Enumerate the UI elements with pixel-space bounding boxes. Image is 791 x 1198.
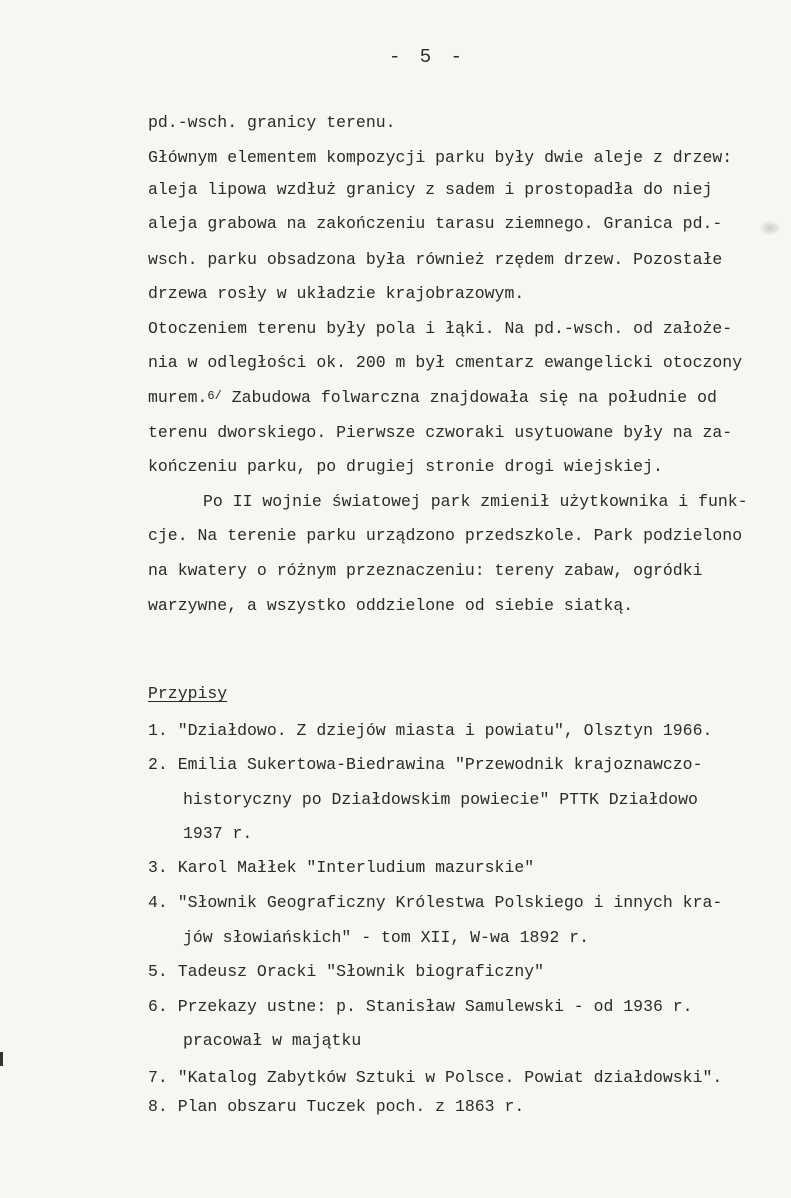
page-number: - 5 - <box>388 46 466 68</box>
body-line: cje. Na terenie parku urządzono przedszkole. Park podzielono <box>148 526 743 545</box>
footnote-reference: 6/ <box>207 389 222 403</box>
body-line: drzewa rosły w układzie krajobrazowym. <box>148 284 525 303</box>
body-line: aleja lipowa wzdłuż granicy z sadem i prostopadła do niej <box>148 180 713 199</box>
body-line: Otoczeniem terenu były pola i łąki. Na pd.-wsch. od założe- <box>148 319 733 338</box>
footnote-line-continued: 1937 r. <box>183 824 253 843</box>
body-line-with-footnote-ref <box>148 388 717 409</box>
footnote-line: 6. Przekazy ustne: p. Stanisław Samulewski - od 1936 r. <box>148 997 693 1016</box>
body-line: aleja grabowa na zakończeniu tarasu ziemnego. Granica pd.- <box>148 214 723 233</box>
body-line: terenu dworskiego. Pierwsze czworaki usytuowane były na za- <box>148 423 733 442</box>
body-line: pd.-wsch. granicy terenu. <box>148 113 396 132</box>
footnote-line: 4. "Słownik Geograficzny Królestwa Polskiego i innych kra- <box>148 893 723 912</box>
footnote-line: 7. "Katalog Zabytków Sztuki w Polsce. Powiat działdowski". <box>148 1068 723 1087</box>
body-line: Głównym elementem kompozycji parku były dwie aleje z drzew: <box>148 148 733 167</box>
footnote-line-continued: pracował w majątku <box>183 1031 362 1050</box>
footnotes-heading: Przypisy <box>148 684 228 703</box>
footnote-line: 5. Tadeusz Oracki "Słownik biograficzny" <box>148 962 545 981</box>
body-line: wsch. parku obsadzona była również rzędem drzew. Pozostałe <box>148 250 723 269</box>
footnote-line-continued: historyczny po Działdowskim powiecie" PTTK Działdowo <box>183 790 698 809</box>
footnote-line: 1. "Działdowo. Z dziejów miasta i powiatu", Olsztyn 1966. <box>148 721 713 740</box>
footnote-line: 2. Emilia Sukertowa-Biedrawina "Przewodnik krajoznawczo- <box>148 755 703 774</box>
footnote-line-continued: jów słowiańskich" - tom XII, W-wa 1892 r. <box>183 928 589 947</box>
ink-smudge <box>759 220 781 236</box>
margin-mark <box>0 1052 3 1066</box>
line-text: murem. <box>148 388 208 407</box>
line-text: Zabudowa folwarczna znajdowała się na południe od <box>221 388 717 407</box>
body-line: na kwatery o różnym przeznaczeniu: tereny zabaw, ogródki <box>148 561 703 580</box>
footnote-line: 3. Karol Małłek "Interludium mazurskie" <box>148 858 535 877</box>
body-line: nia w odległości ok. 200 m był cmentarz ewangelicki otoczony <box>148 353 743 372</box>
body-line-indented: Po II wojnie światowej park zmienił użytkownika i funk- <box>203 492 748 511</box>
body-line: warzywne, a wszystko oddzielone od siebie siatką. <box>148 596 634 615</box>
footnote-line: 8. Plan obszaru Tuczek poch. z 1863 r. <box>148 1097 525 1116</box>
body-line: kończeniu parku, po drugiej stronie drogi wiejskiej. <box>148 457 663 476</box>
